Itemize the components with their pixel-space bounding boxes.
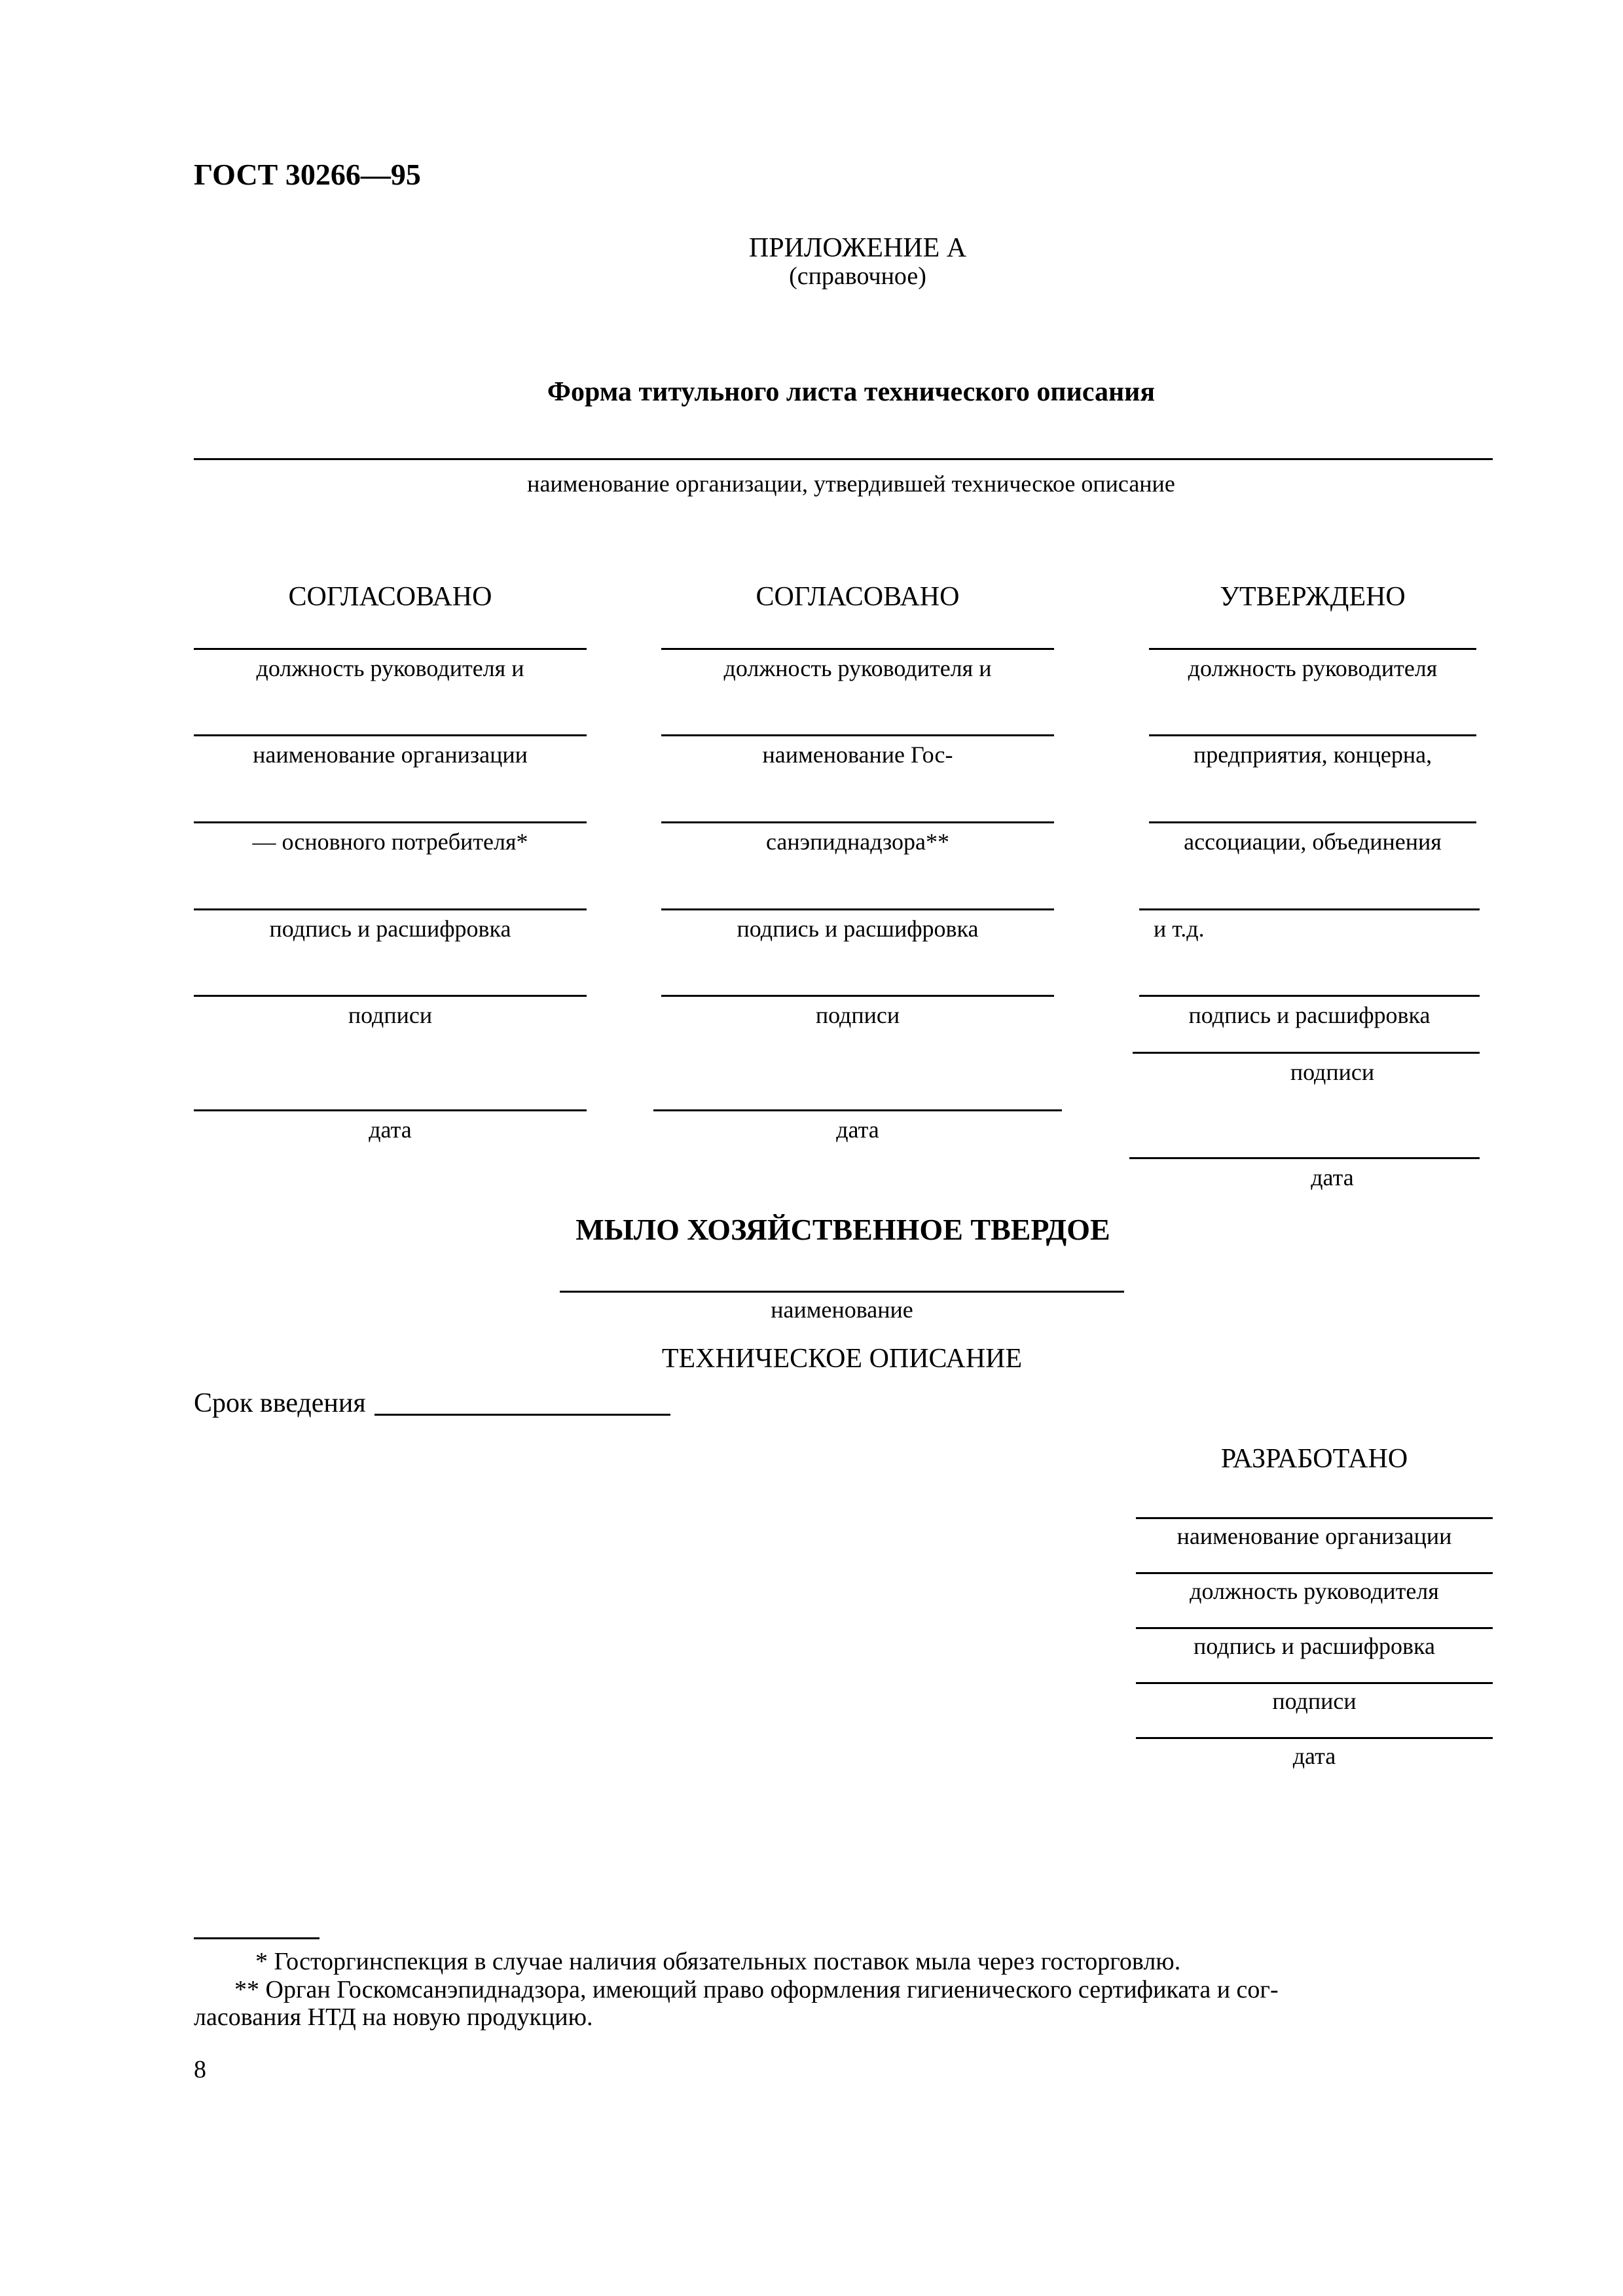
document-number: ГОСТ 30266—95 [194, 158, 421, 191]
col2-caption: подпись и расшифровка [737, 916, 979, 942]
intro-date-label: Срок введения [194, 1388, 366, 1418]
col3-field-line [1149, 648, 1476, 650]
col2-caption: наименование Гос- [762, 742, 953, 768]
developed-caption: подпись и расшифровка [1194, 1633, 1435, 1659]
document-type: ТЕХНИЧЕСКОЕ ОПИСАНИЕ [661, 1344, 1023, 1374]
org-caption: наименование организации, утвердившей техническое описание [527, 471, 1175, 497]
product-name-caption: наименование [771, 1297, 913, 1323]
col1-caption: должность руководителя и [256, 655, 524, 681]
col1-caption: дата [369, 1117, 412, 1143]
developed-field-line [1136, 1572, 1493, 1574]
form-title: Форма титульного листа технического описания [547, 377, 1156, 407]
col3-field-line [1139, 908, 1480, 910]
col1-heading: СОГЛАСОВАНО [288, 582, 492, 612]
col2-caption: санэпиднадзора** [766, 829, 949, 855]
col3-caption: дата [1311, 1164, 1354, 1191]
appendix-title: ПРИЛОЖЕНИЕ А [748, 233, 967, 263]
col3-field-line [1139, 995, 1480, 997]
developed-caption: наименование организации [1176, 1523, 1452, 1549]
col2-field-line [661, 648, 1054, 650]
org-line [194, 458, 1493, 460]
col3-caption: должность руководителя [1188, 655, 1438, 681]
developed-caption: подписи [1272, 1688, 1357, 1714]
col3-caption: предприятия, концерна, [1193, 742, 1432, 768]
developed-heading: РАЗРАБОТАНО [1220, 1444, 1408, 1474]
col3-caption: подписи [1290, 1059, 1375, 1085]
col2-heading: СОГЛАСОВАНО [756, 582, 960, 612]
col2-field-line [661, 995, 1054, 997]
col3-field-line [1133, 1052, 1480, 1054]
col2-field-line [661, 908, 1054, 910]
col3-heading: УТВЕРЖДЕНО [1220, 582, 1406, 612]
col2-caption: подписи [815, 1002, 900, 1028]
col3-field-line [1129, 1157, 1480, 1159]
product-name-line [560, 1291, 1124, 1293]
col2-caption: дата [836, 1117, 879, 1143]
col3-field-line [1149, 734, 1476, 736]
col1-field-line [194, 1109, 587, 1111]
col1-caption: наименование организации [253, 742, 528, 768]
col1-field-line [194, 995, 587, 997]
developed-field-line [1136, 1517, 1493, 1519]
footnote-2-line1: ** Орган Госкомсанэпиднадзора, имеющий право оформления гигиенического сертификата и сог- [234, 1976, 1279, 2003]
col2-field-line [661, 821, 1054, 823]
col3-caption: ассоциации, объединения [1184, 829, 1442, 855]
footnote-1: * Госторгинспекция в случае наличия обязательных поставок мыла через госторговлю. [255, 1948, 1181, 1975]
footnote-2-line2: ласования НТД на новую продукцию. [194, 2003, 593, 2031]
col3-caption: и т.д. [1154, 916, 1205, 942]
appendix-subtitle: (справочное) [789, 262, 926, 290]
col3-field-line [1149, 821, 1476, 823]
col1-field-line [194, 734, 587, 736]
developed-field-line [1136, 1682, 1493, 1684]
developed-field-line [1136, 1737, 1493, 1739]
col1-field-line [194, 821, 587, 823]
col2-field-line [661, 734, 1054, 736]
col1-caption: подпись и расшифровка [269, 916, 511, 942]
col3-caption: подпись и расшифровка [1188, 1002, 1431, 1028]
product-name: МЫЛО ХОЗЯЙСТВЕННОЕ ТВЕРДОЕ [575, 1213, 1110, 1246]
col2-field-line [653, 1109, 1062, 1111]
developed-caption: должность руководителя [1190, 1578, 1439, 1604]
col1-caption: — основного потребителя* [252, 829, 528, 855]
footnote-separator [194, 1937, 319, 1939]
intro-date-line [374, 1414, 670, 1416]
developed-caption: дата [1292, 1743, 1336, 1769]
col1-field-line [194, 908, 587, 910]
col1-field-line [194, 648, 587, 650]
col2-caption: должность руководителя и [723, 655, 992, 681]
developed-field-line [1136, 1627, 1493, 1629]
page-number: 8 [194, 2056, 206, 2083]
col1-caption: подписи [348, 1002, 433, 1028]
